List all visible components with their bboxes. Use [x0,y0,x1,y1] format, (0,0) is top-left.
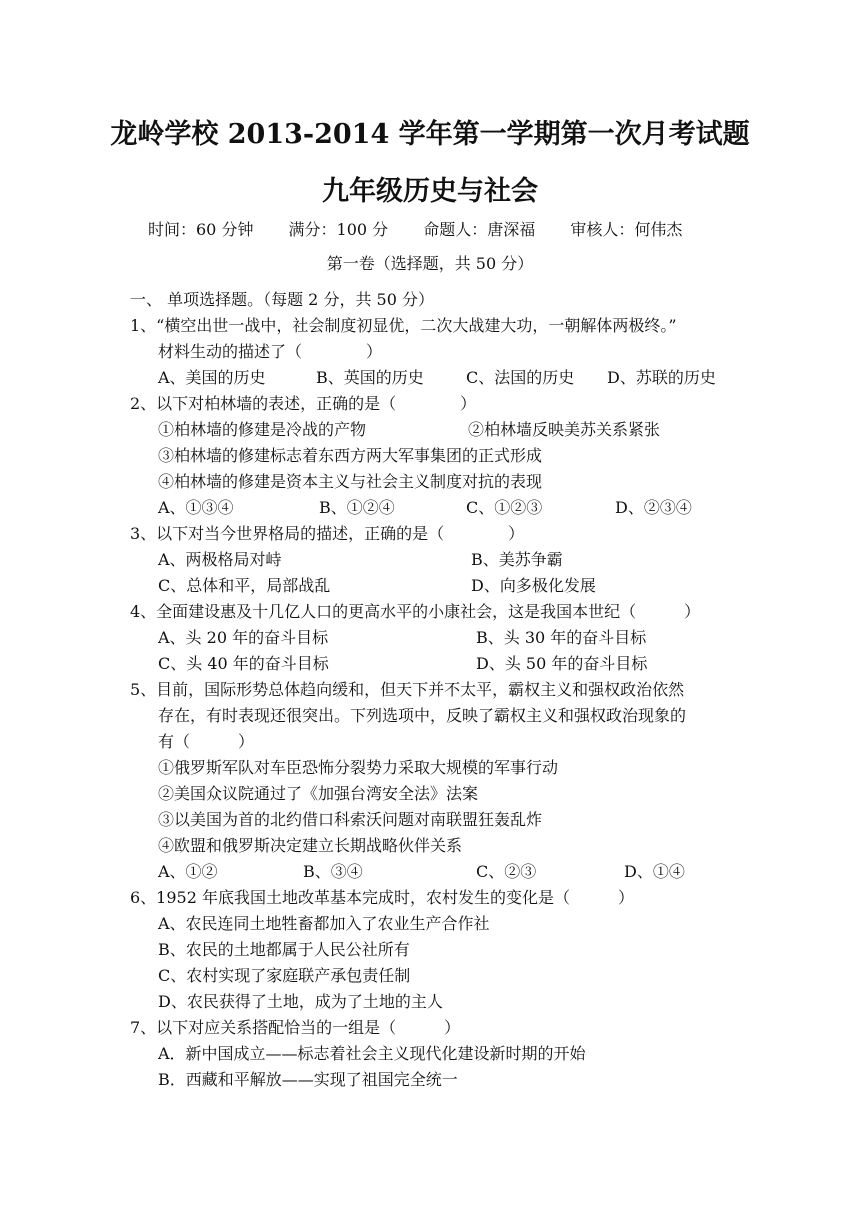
q3-stem: 3、以下对当今世界格局的描述，正确的是（ ） [130,524,525,543]
q1-stem-line1: 1、“横空出世一战中，社会制度初显优，二次大战建大功，一朝解体两极终。” [130,316,677,335]
volume-heading: 第一卷（选择题，共 50 分） [326,254,534,273]
q6-option-a: A、农民连同土地牲畜都加入了农业生产合作社 [158,914,490,933]
exam-meta [148,217,682,240]
q6-option-d: D、农民获得了土地，成为了土地的主人 [158,992,443,1011]
q4-option-c: C、头 40 年的奋斗目标 [158,654,329,673]
q6-stem: 6、1952 年底我国土地改革基本完成时，农村发生的变化是（ ） [130,888,634,907]
q2-option-a: A、①③④ [158,498,234,517]
exam-reviewer: 审核人：何伟杰 [570,220,683,239]
q3-option-c: C、总体和平，局部战乱 [158,576,331,595]
q4-stem: 4、全面建设惠及十几亿人口的更高水平的小康社会，这是我国本世纪（ ） [130,602,701,621]
q5-option-a: A、①② [158,862,218,881]
q7-option-b: B．西藏和平解放——实现了祖国完全统一 [158,1070,458,1089]
q5-option-d: D、①④ [624,862,685,881]
q3-option-a: A、两极格局对峙 [158,550,282,569]
q1-stem-line2: 材料生动的描述了（ ） [158,342,383,361]
q1-option-c: C、法国的历史 [466,368,575,387]
q3-option-b: B、美苏争霸 [471,550,563,569]
q5-statement-4: ④欧盟和俄罗斯决定建立长期战略伙伴关系 [158,836,463,855]
q5-option-c: C、②③ [476,862,537,881]
q2-stem: 2、以下对柏林墙的表述，正确的是（ ） [130,394,477,413]
q7-option-a: A．新中国成立——标志着社会主义现代化建设新时期的开始 [158,1044,586,1063]
q2-statement-1: ①柏林墙的修建是冷战的产物 [158,420,367,439]
q2-statement-3: ③柏林墙的修建标志着东西方两大军事集团的正式形成 [158,446,543,465]
q5-stem-line1: 5、目前，国际形势总体趋向缓和，但天下并不太平，霸权主义和强权政治依然 [130,680,685,699]
q6-option-c: C、农村实现了家庭联产承包责任制 [158,966,411,985]
exam-subtitle: 九年级历史与社会 [322,176,538,207]
q5-stem-line3: 有（ ） [158,732,255,751]
q2-option-d: D、②③④ [615,498,692,517]
exam-title: 龙岭学校 2013-2014 学年第一学期第一次月考试题 [110,119,750,150]
q4-option-d: D、头 50 年的奋斗目标 [476,654,648,673]
exam-score: 满分：100 分 [288,220,389,239]
q5-option-b: B、③④ [303,862,363,881]
q1-option-a: A、美国的历史 [158,368,266,387]
q5-stem-line2: 存在，有时表现还很突出。下列选项中，反映了霸权主义和强权政治现象的 [158,706,687,725]
q4-option-a: A、头 20 年的奋斗目标 [158,628,329,647]
q2-option-b: B、①②④ [319,498,395,517]
q7-stem: 7、以下对应关系搭配恰当的一组是（ ） [130,1018,461,1037]
exam-time: 时间：60 分钟 [148,220,254,239]
q5-statement-1: ①俄罗斯军队对车臣恐怖分裂势力采取大规模的军事行动 [158,758,559,777]
q5-statement-2: ②美国众议院通过了《加强台湾安全法》法案 [158,784,479,803]
q5-statement-3: ③以美国为首的北约借口科索沃问题对南联盟狂轰乱炸 [158,810,543,829]
q4-option-b: B、头 30 年的奋斗目标 [476,628,647,647]
exam-author: 命题人：唐深福 [423,220,536,239]
q1-option-d: D、苏联的历史 [607,368,716,387]
q6-option-b: B、农民的土地都属于人民公社所有 [158,940,410,959]
q2-statement-2: ②柏林墙反映美苏关系紧张 [468,420,661,439]
q2-statement-4: ④柏林墙的修建是资本主义与社会主义制度对抗的表现 [158,472,543,491]
section-heading: 一、 单项选择题。（每题 2 分，共 50 分） [130,290,434,309]
q1-option-b: B、英国的历史 [316,368,424,387]
q2-option-c: C、①②③ [466,498,543,517]
q3-option-d: D、向多极化发展 [471,576,596,595]
